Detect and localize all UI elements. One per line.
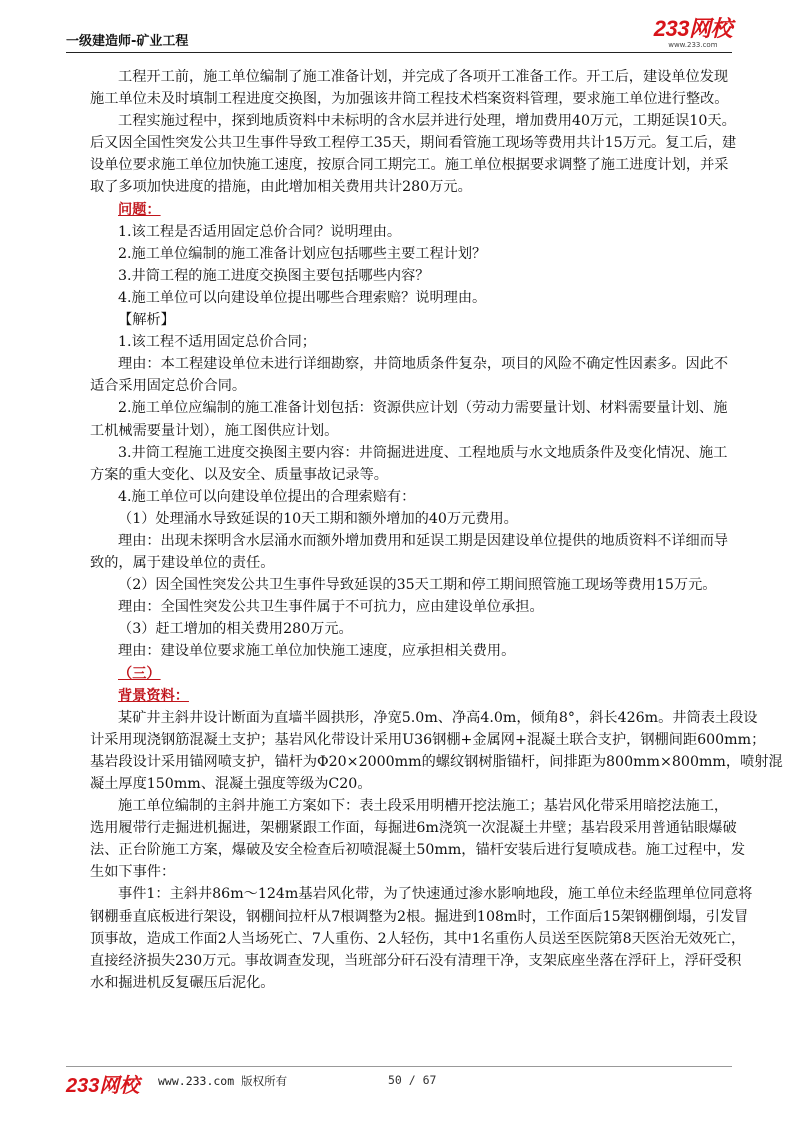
section-heading — [90, 685, 742, 707]
body-line: 直接经济损失230万元。事故调查发现，当班部分矸石没有清理干净，支架底座坐落在浮矸上，浮矸受积 — [90, 952, 742, 969]
body-line: 设单位要求施工单位加快施工速度，按原合同工期完工。施工单位根据要求调整了施工进度计划，并采 — [90, 157, 729, 174]
body-line: 钢棚垂直底板进行架设，钢棚间拉杆从7根调整为2根。掘进到108m时，工作面后15架钢棚倒塌，引发冒 — [90, 908, 749, 925]
body-line: 2.施工单位应编制的施工准备计划包括：资源供应计划（劳动力需要量计划、材料需要量计划、施 — [118, 400, 728, 417]
section-heading-text: （三） — [118, 665, 161, 682]
page-footer — [66, 1066, 732, 1097]
body-line: 2.施工单位编制的施工准备计划应包括哪些主要工程计划？ — [118, 245, 487, 262]
document-body — [90, 66, 783, 994]
body-line: 取了多项加快进度的措施，由此增加相关费用共计280万元。 — [90, 179, 472, 196]
body-line: 工机械需要量计划），施工图供应计划。 — [90, 422, 339, 439]
body-line: 理由：建设单位要求施工单位加快施工速度，应承担相关费用。 — [118, 643, 516, 660]
header-title: 一级建造师-矿业工程 — [66, 34, 189, 49]
footer-copyright: www.233.com 版权所有 — [158, 1074, 288, 1088]
body-line: （2）因全国性突发公共卫生事件导致延误的35天工期和停工期间照管施工现场等费用15万元。 — [118, 577, 717, 594]
body-line: 工程开工前，施工单位编制了施工准备计划，并完成了各项开工准备工作。开工后，建设单位发现 — [118, 69, 729, 85]
page-number: 50 / 67 — [388, 1073, 437, 1087]
body-line: 4.施工单位可以向建设单位提出哪些合理索赔？说明理由。 — [118, 289, 487, 306]
body-line: 工程实施过程中，探到地质资料中未标明的含水层并进行处理，增加费用40万元，工期延误10天。 — [118, 113, 736, 130]
body-line: 生如下事件： — [90, 864, 176, 881]
body-line: 理由：全国性突发公共卫生事件属于不可抗力，应由建设单位承担。 — [118, 599, 544, 616]
body-line: （3）赶工增加的相关费用280万元。 — [118, 621, 353, 638]
body-line: 4.施工单位可以向建设单位提出的合理索赔有： — [118, 488, 416, 505]
footer-logo: 233网校 — [66, 1075, 140, 1097]
body-line: 适合采用固定总价合同。 — [90, 378, 247, 395]
body-line: 理由：本工程建设单位未进行详细勘察，井筒地质条件复杂，项目的风险不确定性因素多。因此不 — [118, 356, 729, 373]
body-line: 3.井筒工程的施工进度交换图主要包括哪些内容？ — [118, 267, 430, 284]
body-line: 选用履带行走掘进机掘进，架棚紧跟工作面，每掘进6m浇筑一次混凝土井壁；基岩段采用普通钻眼爆破 — [90, 820, 737, 837]
body-line: 【解析】 — [118, 312, 175, 329]
body-line: 某矿井主斜井设计断面为直墙半圆拱形，净宽5.0m、净高4.0m，倾角8°，斜长426m。井筒表土段设 — [118, 709, 758, 726]
logo-text: 233网校 — [653, 16, 732, 41]
body-line: 施工单位未及时填制工程进度交换图，为加强该井筒工程技术档案资料管理，要求施工单位进行整改。 — [90, 91, 729, 108]
body-line: 顶事故，造成工作面2人当场死亡、7人重伤、2人轻伤，其中1名重伤人员送至医院第8天医治无效死亡， — [90, 930, 746, 947]
body-line: 后又因全国性突发公共卫生事件导致工程停工35天，期间看管施工现场等费用共计15万元。复工后，建 — [90, 135, 737, 152]
body-line: 3.井筒工程施工进度交换图主要内容：井筒掘进进度、工程地质与水文地质条件及变化情况、施工 — [118, 444, 728, 461]
body-line: 计采用现浇钢筋混凝土支护；基岩风化带设计采用U36钢棚+金属网+混凝土联合支护，钢棚间距600mm； — [90, 731, 766, 748]
brand-logo — [654, 18, 732, 49]
body-line: （1）处理涌水导致延误的10天工期和额外增加的40万元费用。 — [118, 510, 518, 527]
section-heading-text: 背景资料： — [118, 687, 189, 704]
body-line: 水和掘进机反复碾压后泥化。 — [90, 974, 275, 991]
logo-url: www.233.com — [668, 41, 718, 49]
body-line: 致的，属于建设单位的责任。 — [90, 555, 275, 572]
body-line: 1.该工程是否适用固定总价合同？说明理由。 — [118, 223, 402, 240]
section-heading — [90, 199, 742, 221]
body-line: 法、正台阶施工方案，爆破及安全检查后初喷混凝土50mm，锚杆安装后进行复喷成巷。施工过程中，发 — [90, 842, 746, 859]
body-line: 事件1：主斜井86m～124m基岩风化带，为了快速通过渗水影响地段，施工单位未经监理单位同意将 — [118, 886, 753, 903]
page-header — [66, 16, 732, 53]
body-line: 凝土厚度150mm、混凝土强度等级为C20。 — [90, 776, 372, 792]
section-heading — [90, 663, 742, 685]
body-line: 1.该工程不适用固定总价合同； — [118, 334, 316, 351]
body-line: 基岩段设计采用锚网喷支护，锚杆为Φ20×2000mm的螺纹钢树脂锚杆，间排距为800mm×800mm，喷射混 — [90, 753, 783, 770]
section-heading-text: 问题： — [118, 201, 161, 218]
body-line: 施工单位编制的主斜井施工方案如下：表土段采用明槽开挖法施工；基岩风化带采用暗挖法施工， — [118, 798, 729, 815]
body-line: 方案的重大变化、以及安全、质量事故记录等。 — [90, 466, 388, 483]
body-line: 理由：出现未探明含水层涌水而额外增加费用和延误工期是因建设单位提供的地质资料不详细而导 — [118, 532, 729, 549]
